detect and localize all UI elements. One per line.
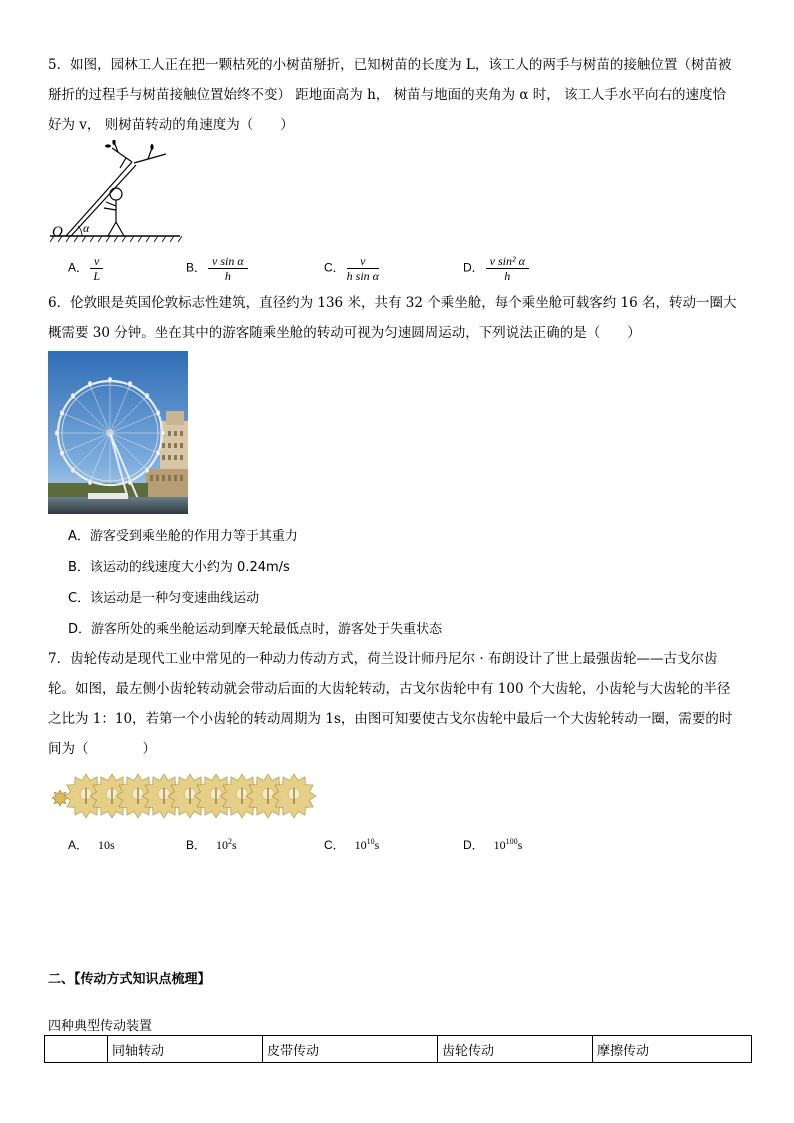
q7-option-b-exp: 2 xyxy=(228,837,233,846)
q6-line1: 6．伦敦眼是英国伦敦标志性建筑，直径约为 136 米，共有 32 个乘坐舱，每个乘坐舱可载客约 16 名，转动一圈大 xyxy=(48,295,737,311)
q7-option-d-exp: 100 xyxy=(505,837,518,846)
q7-option-a-label: A． xyxy=(68,838,89,852)
q5-option-b-label: B． xyxy=(186,260,207,275)
q6-line2: 概需要 30 分钟。坐在其中的游客随乘坐舱的转动可视为匀速圆周运动，下列说法正确的是（ ） xyxy=(48,325,641,341)
q5-option-a[interactable] xyxy=(68,254,103,283)
q7-line3: 之比为 1：10，若第一个小齿轮的转动周期为 1s，由图可知要使古戈尔齿轮中最后一个大齿轮转动一圈，需要的时 xyxy=(48,711,733,727)
q7-option-d[interactable] xyxy=(463,836,522,853)
table-header-cell: 齿轮传动 xyxy=(438,1036,593,1063)
q5-option-c[interactable] xyxy=(324,254,379,283)
q7-line4: 间为（ ） xyxy=(48,741,156,757)
q5-line3: 好为 v， 则树苗转动的角速度为（ ） xyxy=(48,117,294,133)
q5-option-b-den: h xyxy=(224,269,231,283)
q6-option-b[interactable]: B．该运动的线速度大小约为 0.24m/s xyxy=(68,560,290,575)
transmission-table xyxy=(44,1035,752,1063)
q5-angle-label: α xyxy=(83,221,90,235)
q7-option-d-base: 10 xyxy=(493,838,506,852)
q5-option-b[interactable] xyxy=(186,254,248,283)
q5-line1: 5．如图，园林工人正在把一颗枯死的小树苗掰折，已知树苗的长度为 L，该工人的两手与树苗的接触位置（树苗被 xyxy=(48,57,732,73)
q7-option-b-unit: s xyxy=(232,838,237,852)
q7-option-b-label: B． xyxy=(186,838,207,852)
q5-option-a-num: v xyxy=(90,254,103,269)
q7-option-c-unit: s xyxy=(374,838,380,852)
q7-line1: 7．齿轮传动是现代工业中常见的一种动力传动方式，荷兰设计师丹尼尔 · 布朗设计了世上最强齿轮——古戈尔齿 xyxy=(48,651,718,667)
table-header-row xyxy=(45,1036,752,1063)
q7-option-a[interactable] xyxy=(68,836,115,853)
q7-option-c-exp: 10 xyxy=(366,837,375,846)
q7-option-b-base: 10 xyxy=(216,838,229,852)
table-header-cell: 摩擦传动 xyxy=(593,1036,752,1063)
q7-option-b[interactable] xyxy=(186,836,237,853)
q6-option-c[interactable]: C．该运动是一种匀变速曲线运动 xyxy=(68,591,260,606)
q5-figure xyxy=(48,140,188,244)
q7-option-a-value: 10s xyxy=(98,838,115,852)
q5-option-c-den: h sin α xyxy=(346,269,379,283)
q7-option-c-base: 10 xyxy=(354,838,367,852)
q5-option-a-den: L xyxy=(93,269,101,283)
q5-origin-label: O xyxy=(52,224,63,240)
gear-train-figure xyxy=(48,772,318,822)
q5-option-d[interactable] xyxy=(463,254,529,283)
q5-option-a-label: A． xyxy=(68,260,89,275)
q5-option-c-num: v xyxy=(347,254,379,269)
table-caption: 四种典型传动装置 xyxy=(48,1019,153,1034)
q5-option-d-num: v sin² α xyxy=(486,254,529,269)
q5-option-c-label: C． xyxy=(324,260,345,275)
q5-line2: 掰折的过程手与树苗接触位置始终不变） 距地面高为 h， 树苗与地面的夹角为 α 时， 该工人手水平向右的速度恰 xyxy=(48,87,727,103)
table-header-cell: 同轴转动 xyxy=(108,1036,263,1063)
london-eye-photo xyxy=(48,351,188,514)
q6-option-d[interactable]: D．游客所处的乘坐舱运动到摩天轮最低点时，游客处于失重状态 xyxy=(68,622,443,637)
q7-option-d-label: D． xyxy=(463,838,484,852)
q7-option-d-unit: s xyxy=(517,838,523,852)
q5-option-d-label: D． xyxy=(463,260,484,275)
q7-option-c-label: C． xyxy=(324,838,345,852)
section-title: 二、【传动方式知识点梳理】 xyxy=(48,972,211,987)
q6-option-a[interactable]: A．游客受到乘坐舱的作用力等于其重力 xyxy=(68,529,298,544)
q5-option-d-den: h xyxy=(504,269,511,283)
q5-option-b-num: v sin α xyxy=(208,254,248,269)
q7-line2: 轮。如图，最左侧小齿轮转动就会带动后面的大齿轮转动，古戈尔齿轮中有 100 个大齿轮，小齿轮与大齿轮的半径 xyxy=(48,681,731,697)
q7-option-c[interactable] xyxy=(324,836,379,853)
table-header-cell: 皮带传动 xyxy=(263,1036,438,1063)
small-gear xyxy=(52,790,68,806)
table-header-cell xyxy=(45,1036,108,1063)
